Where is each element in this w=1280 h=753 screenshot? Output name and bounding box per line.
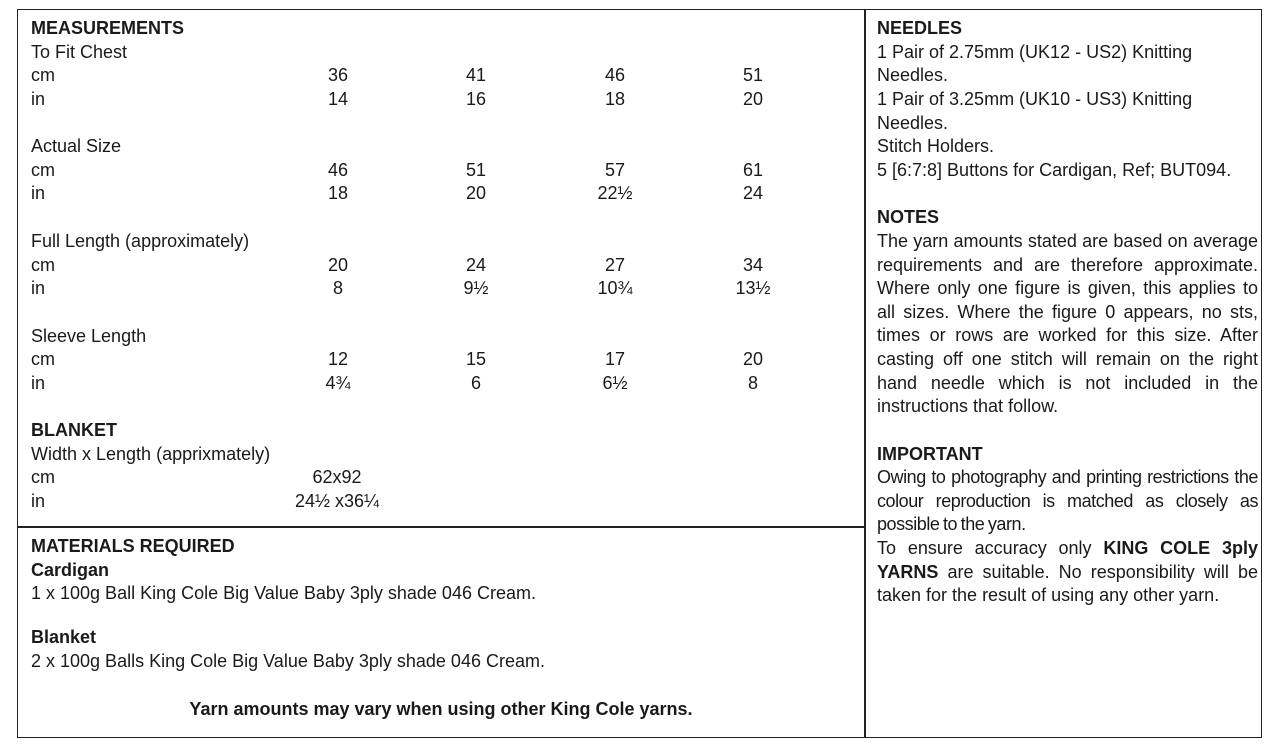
length-cm-value: 34	[742, 255, 764, 275]
sleeve-cm-value: 17	[604, 349, 626, 369]
chest-label: To Fit Chest	[31, 42, 128, 62]
sleeve-cm-value: 12	[327, 349, 349, 369]
accuracy-text	[877, 537, 1258, 608]
blanket-heading: BLANKET	[31, 420, 117, 440]
needles-line: Needles.	[877, 113, 949, 133]
blanket-in-value: 24½ x36¼	[294, 491, 380, 511]
needles-line: Needles.	[877, 65, 949, 85]
sleeve-cm-value: 20	[742, 349, 764, 369]
cardigan-yarn-text: 1 x 100g Ball King Cole Big Value Baby 3ply shade 046 Cream.	[31, 583, 536, 603]
actual-in-value: 24	[742, 183, 764, 203]
needles-line: 5 [6:7:8] Buttons for Cardigan, Ref; BUT094.	[877, 160, 1232, 180]
actual-cm-value: 46	[327, 160, 349, 180]
actual-size-label: Actual Size	[31, 136, 122, 156]
actual-cm-value: 57	[604, 160, 626, 180]
sleeve-in-value: 6½	[602, 373, 628, 393]
column-divider	[864, 9, 866, 738]
actual-in-value: 18	[327, 183, 349, 203]
actual-in-value: 22½	[597, 183, 633, 203]
blanket-cm-value: 62x92	[312, 467, 362, 487]
length-cm-value: 24	[465, 255, 487, 275]
length-in-value: 8	[332, 278, 344, 298]
length-in-value: 9½	[463, 278, 489, 298]
chest-cm-unit: cm	[31, 65, 55, 85]
sleeve-cm-unit: cm	[31, 349, 55, 369]
blanket-materials-heading: Blanket	[31, 627, 97, 647]
chest-in-value: 14	[327, 89, 349, 109]
sleeve-in-value: 4¾	[325, 373, 351, 393]
actual-in-unit: in	[31, 183, 46, 203]
length-cm-unit: cm	[31, 255, 55, 275]
chest-in-value: 18	[604, 89, 626, 109]
chest-cm-value: 36	[327, 65, 349, 85]
chest-in-value: 16	[465, 89, 487, 109]
length-in-value: 10¾	[597, 278, 633, 298]
actual-cm-value: 51	[465, 160, 487, 180]
notes-text: The yarn amounts stated are based on average requirements and are therefore approximate. Where only one figure is given, this applies to all sizes. Where the figure 0 appears, no sts, times or rows are worked for this size. After casting off one stitch will remain on the right hand needle which is not included in the instructions that follow.	[877, 231, 1258, 417]
actual-in-value: 20	[465, 183, 487, 203]
length-cm-value: 27	[604, 255, 626, 275]
section-divider	[17, 526, 864, 528]
chest-in-value: 20	[742, 89, 764, 109]
needles-line: Stitch Holders.	[877, 136, 995, 156]
blanket-yarn-text: 2 x 100g Balls King Cole Big Value Baby 3ply shade 046 Cream.	[31, 651, 545, 671]
accuracy-text-post: are suitable. No responsibility will be taken for the result of using any other yarn.	[877, 561, 1258, 606]
chest-cm-value: 51	[742, 65, 764, 85]
blanket-in-unit: in	[31, 491, 46, 511]
cardigan-heading: Cardigan	[31, 560, 110, 580]
sleeve-in-unit: in	[31, 373, 46, 393]
materials-heading: MATERIALS REQUIRED	[31, 536, 235, 556]
needles-heading: NEEDLES	[877, 18, 963, 38]
blanket-size-label: Width x Length (apprixmately)	[31, 444, 271, 464]
sleeve-in-value: 8	[747, 373, 759, 393]
needles-line: 1 Pair of 2.75mm (UK12 - US2) Knitting	[877, 42, 1193, 62]
chest-cm-value: 46	[604, 65, 626, 85]
blanket-cm-unit: cm	[31, 467, 55, 487]
yarn-footnote: Yarn amounts may vary when using other King Cole yarns.	[189, 699, 693, 719]
length-in-value: 13½	[735, 278, 771, 298]
actual-cm-unit: cm	[31, 160, 55, 180]
sleeve-in-value: 6	[470, 373, 482, 393]
king-cole-yarns-emphasis: KING COLE 3ply YARNS	[877, 538, 1258, 582]
length-cm-value: 20	[327, 255, 349, 275]
chest-in-unit: in	[31, 89, 46, 109]
important-text: Owing to photography and printing restrictions the colour reproduction is matched as closely as possible to the yarn.	[877, 467, 1258, 535]
sleeve-length-label: Sleeve Length	[31, 326, 147, 346]
measurements-heading: MEASUREMENTS	[31, 18, 185, 38]
important-heading: IMPORTANT	[877, 444, 983, 464]
needles-line: 1 Pair of 3.25mm (UK10 - US3) Knitting	[877, 89, 1193, 109]
notes-heading: NOTES	[877, 207, 940, 227]
accuracy-text-pre: To ensure accuracy only	[877, 538, 1104, 558]
actual-cm-value: 61	[742, 160, 764, 180]
sleeve-cm-value: 15	[465, 349, 487, 369]
full-length-label: Full Length (approximately)	[31, 231, 250, 251]
chest-cm-value: 41	[465, 65, 487, 85]
length-in-unit: in	[31, 278, 46, 298]
